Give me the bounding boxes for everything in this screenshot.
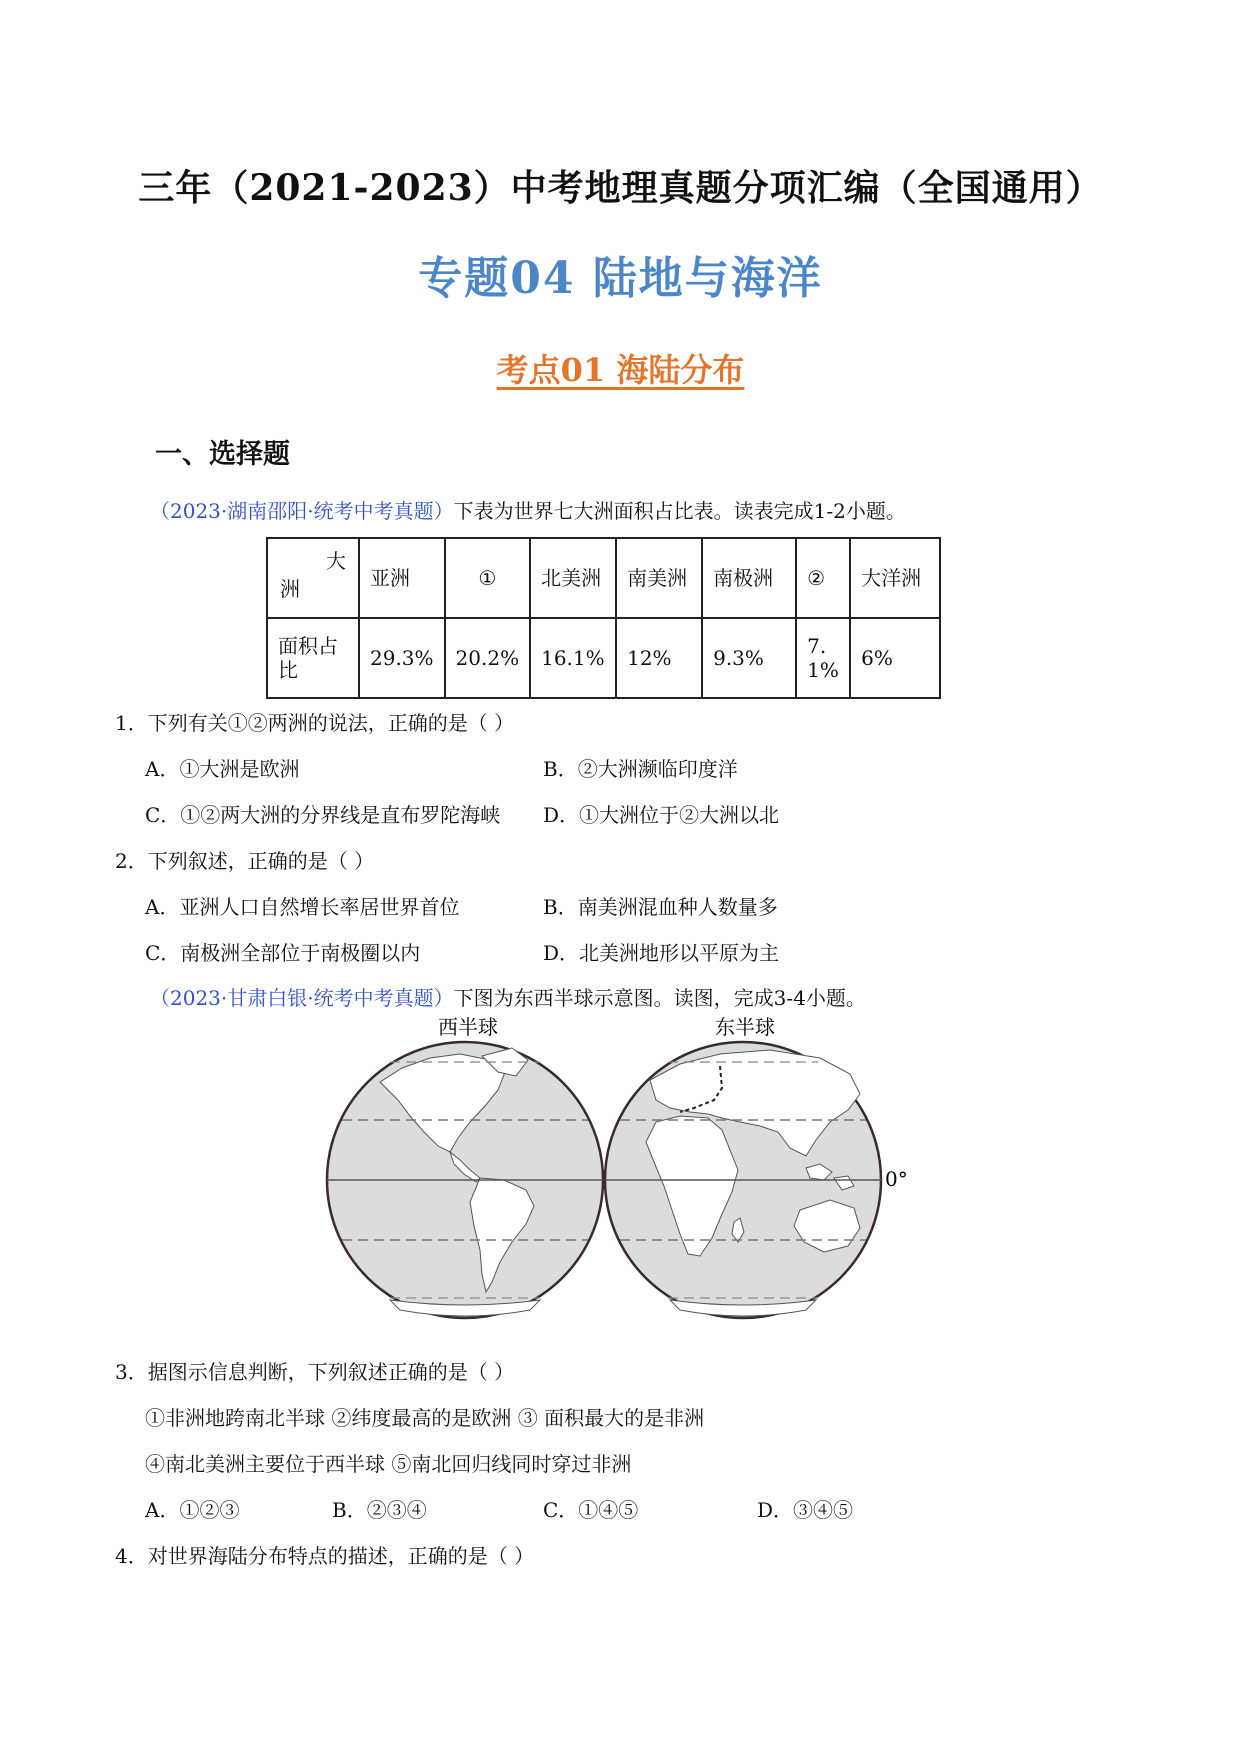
header-cell: 南极洲 — [702, 538, 796, 618]
continent-area-table — [266, 537, 941, 699]
option-a: A．亚洲人口自然增长率居世界首位 — [145, 895, 460, 919]
hemisphere-map — [320, 1010, 920, 1330]
west-hemisphere-label: 西半球 — [438, 1015, 498, 1039]
value-cell: 12% — [616, 618, 702, 698]
value-cell: 20.2% — [445, 618, 531, 698]
header-cell: 南美洲 — [616, 538, 702, 618]
option-a: A．①②③ — [145, 1498, 240, 1522]
option-c: C．①②两大洲的分界线是直布罗陀海峡 — [145, 803, 501, 827]
option-b: B．②大洲濒临印度洋 — [543, 757, 738, 781]
topic-title: 专题04 陆地与海洋 — [418, 253, 823, 304]
group1-source: （2023·湖南邵阳·统考中考真题） — [150, 499, 454, 523]
west-hemisphere — [327, 1042, 603, 1318]
question-3-statements-1: ①非洲地跨南北半球 ②纬度最高的是欧洲 ③ 面积最大的是非洲 — [145, 1406, 705, 1430]
question-4-stem: 4．对世界海陆分布特点的描述，正确的是（ ） — [115, 1544, 535, 1568]
option-d: D．③④⑤ — [757, 1498, 854, 1522]
group2-text: 下图为东西半球示意图。读图，完成3-4小题。 — [453, 986, 866, 1010]
option-a: A．①大洲是欧洲 — [145, 757, 300, 781]
question-2-stem: 2．下列叙述，正确的是（ ） — [115, 849, 375, 873]
header-cell: ① — [445, 538, 531, 618]
value-cell: 16.1% — [530, 618, 616, 698]
group2-source: （2023·甘肃白银·统考中考真题） — [150, 986, 454, 1010]
option-d: D．北美洲地形以平原为主 — [543, 941, 780, 965]
header-cell: 亚洲 — [359, 538, 445, 618]
question-3-statements-2: ④南北美洲主要位于西半球 ⑤南北回归线同时穿过非洲 — [145, 1452, 632, 1476]
header-cell: ② — [796, 538, 850, 618]
option-b: B．②③④ — [332, 1498, 427, 1522]
point-title: 考点01 海陆分布 — [496, 351, 745, 389]
option-b: B．南美洲混血种人数量多 — [543, 895, 778, 919]
question-1-stem: 1．下列有关①②两洲的说法，正确的是（ ） — [115, 711, 515, 735]
header-cell: 北美洲 — [530, 538, 616, 618]
corner-top: 大 — [326, 549, 346, 573]
east-hemisphere-label: 东半球 — [715, 1015, 775, 1039]
value-cell: 9.3% — [702, 618, 796, 698]
group2-intro — [150, 985, 866, 1011]
option-d: D．①大洲位于②大洲以北 — [543, 803, 780, 827]
value-cell: 6% — [850, 618, 940, 698]
row-label-cell: 面积占比 — [267, 618, 359, 698]
section-heading: 一、选择题 — [155, 439, 290, 470]
hemisphere-map-svg — [320, 1010, 920, 1330]
option-c: C．南极洲全部位于南极圈以内 — [145, 941, 421, 965]
east-hemisphere — [605, 1042, 881, 1318]
equator-label: 0° — [885, 1167, 908, 1191]
main-title: 三年（2021-2023）中考地理真题分项汇编（全国通用） — [138, 167, 1103, 209]
group1-intro — [150, 498, 906, 524]
header-cell: 大洋洲 — [850, 538, 940, 618]
group1-text: 下表为世界七大洲面积占比表。读表完成1-2小题。 — [453, 499, 906, 523]
value-cell: 29.3% — [359, 618, 445, 698]
table-corner-cell — [267, 538, 359, 618]
question-3-stem: 3．据图示信息判断，下列叙述正确的是（ ） — [115, 1360, 515, 1384]
corner-bottom: 洲 — [280, 577, 300, 601]
option-c: C．①④⑤ — [543, 1498, 639, 1522]
value-cell: 7.1% — [796, 618, 850, 698]
